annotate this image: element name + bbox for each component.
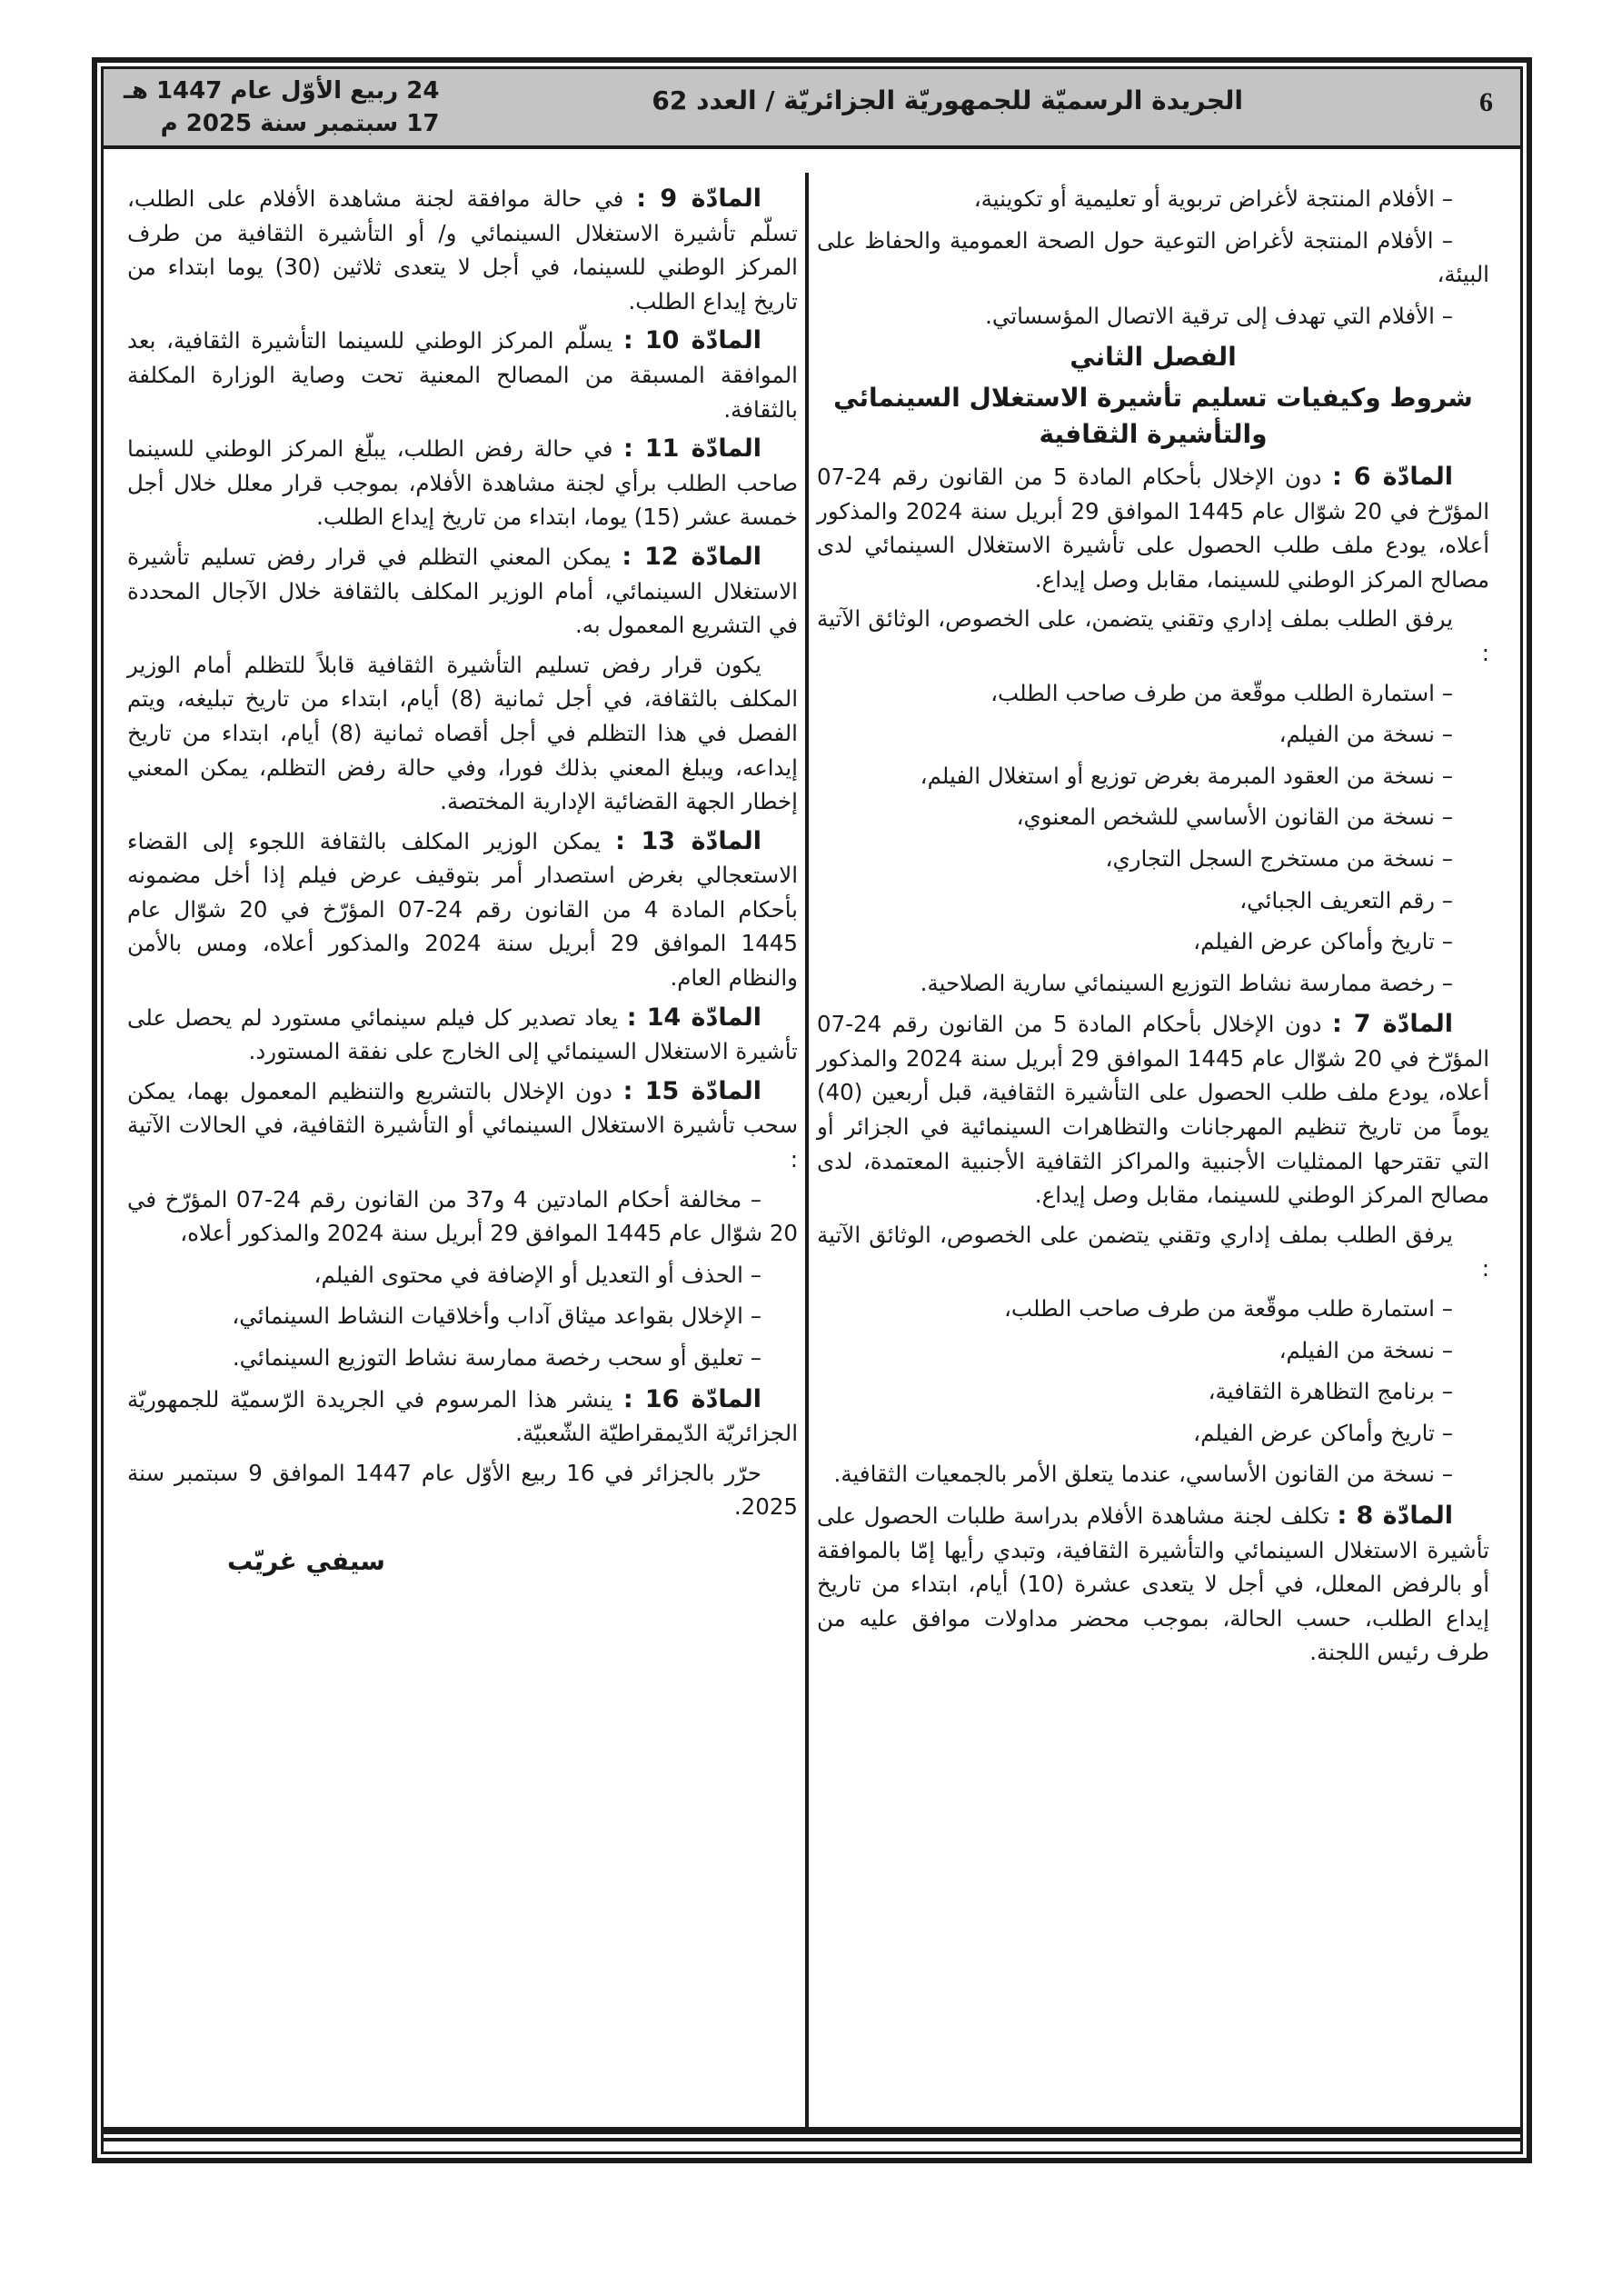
issue-date bbox=[124, 75, 439, 140]
list-item: – برنامج التظاهرة الثقافية، bbox=[1208, 1378, 1453, 1405]
hijri-date: 24 ربيع الأوّل عام 1447 هـ bbox=[124, 77, 440, 105]
article-label: المادّة 16 : bbox=[622, 1384, 762, 1413]
list-item: – نسخة من القانون الأساسي، عندما يتعلق الأمر بالجمعيات الثقافية. bbox=[833, 1461, 1453, 1488]
article-12-paragraph-2: يكون قرار رفض تسليم التأشيرة الثقافية قابلاً للتظلم أمام الوزير المكلف بالثقافة، في أجل ثمانية (8) أيام، ابتداء من تاريخ تبليغه، ويتم الفصل في هذا التظلم في أجل أقصاه ثمانية (8) أيام، ابتداء من تاريخ إيداعه، ويبلغ المعني بذلك فورا، وفي حالة رفض التظلم، يمكن المعني إخطار الجهة القضائية الإدارية المختصة. bbox=[127, 651, 799, 815]
article-label: المادّة 8 : bbox=[1337, 1502, 1453, 1530]
column-divider bbox=[805, 173, 809, 2133]
list-item: – رقم التعريف الجبائي، bbox=[1239, 886, 1453, 913]
signature: سيفي غريّب bbox=[227, 1545, 385, 1576]
list-item: – الأفلام المنتجة لأغراض تربوية أو تعليمية أو تكوينية، bbox=[973, 185, 1453, 212]
article-text: دون الإخلال بأحكام المادة 5 من القانون رقم 24-07 المؤرّخ في 20 شوّال عام 1445 الموافق 29 أبريل سنة 2024 والمذكور أعلاه، يودع ملف طلب الحصول على تأشيرة الاستغلال السينمائي لدى مصالح المركز الوطني للسينما، مقابل وصل إيداع. bbox=[817, 463, 1490, 593]
article-6 bbox=[817, 460, 1489, 596]
list-item: – تاريخ وأماكن عرض الفيلم، bbox=[1193, 928, 1453, 955]
left-column bbox=[127, 182, 798, 1604]
article-text: يمكن المعني التظلم في قرار رفض تسليم تأشيرة الاستغلال السينمائي، أمام الوزير المكلف بالثقافة خلال الآجال المحددة في التشريع المعمول به. bbox=[127, 543, 798, 639]
list-item: – نسخة من الفيلم، bbox=[1279, 721, 1453, 748]
article-13 bbox=[127, 824, 798, 995]
gazette-title: الجريدة الرسميّة للجمهوريّة الجزائريّة / العدد 62 bbox=[652, 85, 1243, 115]
bottom-rule bbox=[104, 2127, 1520, 2134]
article-label: المادّة 11 : bbox=[622, 434, 762, 464]
article-8 bbox=[817, 1499, 1489, 1670]
article-label: المادّة 13 : bbox=[615, 826, 761, 855]
list-item: – استمارة الطلب موقّعة من طرف صاحب الطلب، bbox=[990, 679, 1453, 706]
gregorian-date: 17 سبتمبر سنة 2025 م bbox=[160, 110, 440, 137]
article-text: يعاد تصدير كل فيلم سينمائي مستورد لم يحصل على تأشيرة الاستغلال السينمائي إلى الخارج على نفقة المستورد. bbox=[127, 1003, 798, 1065]
list-item: – الأفلام التي تهدف إلى ترقية الاتصال المؤسساتي. bbox=[985, 302, 1453, 329]
list-item: – الحذف أو التعديل أو الإضافة في محتوى الفيلم، bbox=[313, 1261, 761, 1288]
list-item: – الأفلام المنتجة لأغراض التوعية حول الصحة العمومية والحفاظ على البيئة، bbox=[817, 226, 1489, 288]
article-label: المادّة 9 : bbox=[636, 185, 762, 213]
list-item: – نسخة من مستخرج السجل التجاري، bbox=[1105, 844, 1453, 872]
article-12 bbox=[127, 540, 798, 643]
article-intro: يرفق الطلب بملف إداري وتقني يتضمن، على الخصوص، الوثائق الآتية : bbox=[817, 605, 1489, 666]
article-text: في حالة موافقة لجنة مشاهدة الأفلام على الطلب، تسلّم تأشيرة الاستغلال السينمائي و/ أو التأشيرة الثقافية من طرف المركز الوطني للسينما، في أجل لا يتعدى ثلاثين (30) يوما ابتداء من تاريخ إيداع الطلب. bbox=[127, 185, 798, 314]
article-label: المادّة 7 : bbox=[1331, 1010, 1454, 1039]
article-9 bbox=[127, 182, 798, 318]
article-text: دون الإخلال بأحكام المادة 5 من القانون رقم 24-07 المؤرّخ في 20 شوّال عام 1445 الموافق 29 أبريل سنة 2024 والمذكور أعلاه، يودع ملف طلب الحصول على التأشيرة الثقافية، قبل أربعين (40) يوماً من تاريخ تنظيم المهرجانات والتظاهرات السينمائية في الجزائر أو التي تقترحها الممثليات الأجنبية والمراكز الثقافية الأجنبية المعتمدة، لدى مصالح المركز الوطني للسينما، مقابل وصل إيداع. bbox=[817, 1011, 1490, 1209]
chapter-title: الفصل الثاني bbox=[1070, 342, 1237, 373]
article-label: المادّة 12 : bbox=[622, 542, 762, 571]
page-number: 6 bbox=[1479, 87, 1493, 117]
list-item: – الإخلال بقواعد ميثاق آداب وأخلاقيات النشاط السينمائي، bbox=[232, 1303, 761, 1330]
list-item: – استمارة طلب موقّعة من طرف صاحب الطلب، bbox=[1003, 1295, 1453, 1323]
list-item: – نسخة من العقود المبرمة بغرض توزيع أو استغلال الفيلم، bbox=[920, 762, 1453, 789]
closing-statement: حرّر بالجزائر في 16 ربيع الأوّل عام 1447 الموافق 9 سبتمبر سنة 2025. bbox=[127, 1459, 798, 1521]
article-text: في حالة رفض الطلب، يبلّغ المركز الوطني للسينما صاحب الطلب برأي لجنة مشاهدة الأفلام، بموجب قرار معلل خلال أجل خمسة عشر (15) يوما، ابتداء من تاريخ إيداع الطلب. bbox=[127, 435, 798, 531]
article-11 bbox=[127, 432, 798, 534]
section-title: شروط وكيفيات تسليم تأشيرة الاستغلال السينمائي والتأشيرة الثقافية bbox=[833, 382, 1473, 449]
list-item: – رخصة ممارسة نشاط التوزيع السينمائي سارية الصلاحية. bbox=[920, 969, 1453, 996]
article-label: المادّة 14 : bbox=[626, 1003, 761, 1032]
right-column bbox=[817, 182, 1489, 1675]
article-label: المادّة 10 : bbox=[622, 326, 761, 355]
list-item: – تعليق أو سحب رخصة ممارسة نشاط التوزيع السينمائي. bbox=[232, 1344, 761, 1371]
list-item: – تاريخ وأماكن عرض الفيلم، bbox=[1193, 1419, 1453, 1446]
article-15 bbox=[127, 1074, 798, 1177]
bottom-rule bbox=[104, 2138, 1520, 2141]
article-10 bbox=[127, 324, 798, 426]
article-intro: يرفق الطلب بملف إداري وتقني يتضمن على الخصوص، الوثائق الآتية : bbox=[817, 1221, 1489, 1283]
article-text: يمكن الوزير المكلف بالثقافة اللجوء إلى القضاء الاستعجالي بغرض استصدار أمر بتوقيف عرض فيلم إذا أخل مضمونه بأحكام المادة 4 من القانون رقم 24-07 المؤرّخ في 20 شوّال عام 1445 الموافق 29 أبريل سنة 2024 والمذكور أعلاه، ومس بالأمن والنظام العام. bbox=[127, 827, 798, 992]
article-text: ينشر هذا المرسوم في الجريدة الرّسميّة للجمهوريّة الجزائريّة الدّيمقراطيّة الشّعبيّة. bbox=[127, 1385, 798, 1447]
article-7 bbox=[817, 1007, 1489, 1213]
article-label: المادّة 6 : bbox=[1331, 462, 1454, 491]
article-text: دون الإخلال بالتشريع والتنظيم المعمول بهما، يمكن سحب تأشيرة الاستغلال السينمائي أو التأشيرة الثقافية، في الحالات الآتية : bbox=[127, 1077, 798, 1173]
article-label: المادّة 15 : bbox=[622, 1076, 762, 1105]
list-item: – نسخة من القانون الأساسي للشخص المعنوي، bbox=[1016, 804, 1453, 831]
list-item: – نسخة من الفيلم، bbox=[1279, 1336, 1453, 1363]
article-text: يسلّم المركز الوطني للسينما التأشيرة الثقافية، بعد الموافقة المسبقة من المصالح المعنية تحت وصاية الوزارة المكلفة بالثقافة. bbox=[127, 327, 798, 423]
article-16 bbox=[127, 1383, 798, 1451]
article-text: تكلف لجنة مشاهدة الأفلام بدراسة طلبات الحصول على تأشيرة الاستغلال السينمائي والتأشيرة الثقافية، وتبدي رأيها إمّا بالموافقة أو بالرفض المعلل، في أجل لا يتعدى عشرة (10) أيام، ابتداء من تاريخ إيداع الطلب، حسب الحالة، بموجب محضر مداولات موافق عليه من طرف رئيس اللجنة. bbox=[817, 1502, 1489, 1666]
article-14 bbox=[127, 1001, 798, 1069]
gazette-header bbox=[104, 69, 1520, 149]
list-item: – مخالفة أحكام المادتين 4 و37 من القانون رقم 24-07 المؤرّخ في 20 شوّال عام 1445 الموافق 29 أبريل سنة 2024 والمذكور أعلاه، bbox=[127, 1185, 798, 1247]
